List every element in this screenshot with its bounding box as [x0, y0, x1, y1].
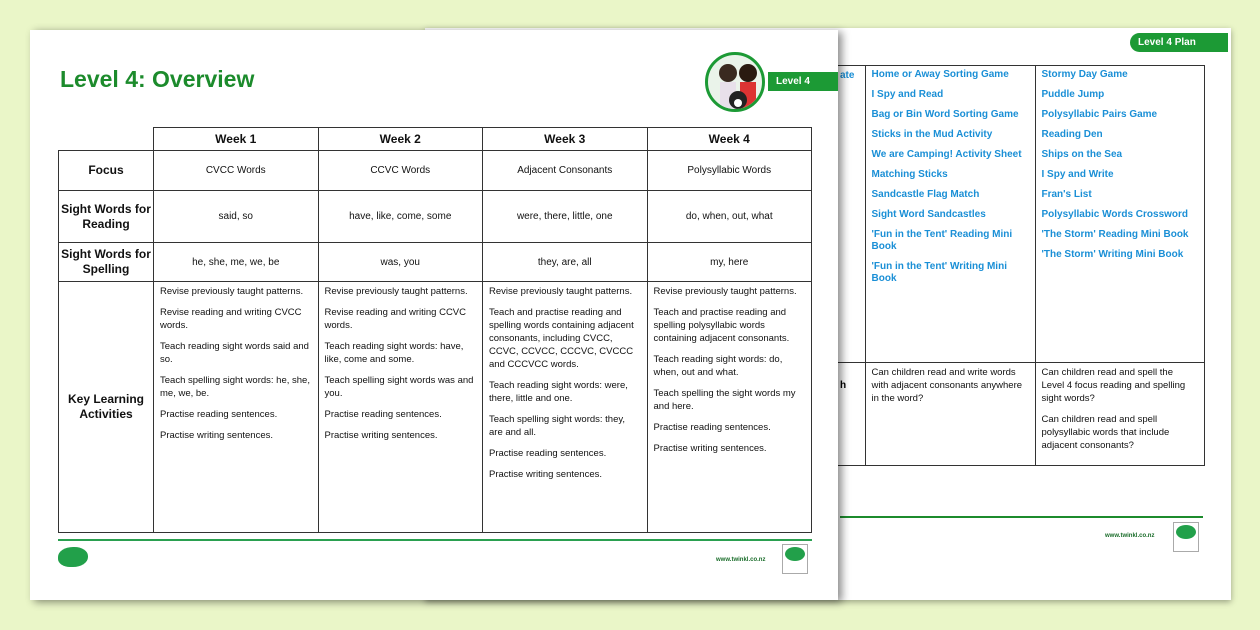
cell: they, are, all [483, 243, 648, 282]
resource-link[interactable]: Matching Sticks [871, 169, 948, 180]
resource-link[interactable]: 'Fun in the Tent' Writing Mini Book [871, 261, 1007, 284]
row-label: Focus [59, 151, 154, 191]
activities-cell [647, 282, 812, 533]
plan-table [825, 65, 1205, 466]
activity-item: Teach reading sight words: were, there, little and one. [489, 380, 628, 404]
week-3-header: Week 3 [483, 128, 648, 151]
activity-item: Teach reading sight words: do, when, out and what. [653, 354, 783, 378]
resource-link[interactable]: Polysyllabic Words Crossword [1041, 209, 1189, 220]
resource-links-col4 [1035, 66, 1204, 363]
footer-url[interactable]: www.twinkl.co.nz [1105, 533, 1155, 539]
activity-item: Teach spelling sight words was and you. [324, 375, 474, 399]
twinkl-badge-icon [782, 544, 808, 574]
activity-item: Practise reading sentences. [324, 409, 442, 420]
row-label: Key Learning Activities [59, 282, 154, 533]
cell: do, when, out, what [647, 191, 812, 243]
activity-item: Teach reading sight words said and so. [160, 341, 309, 365]
resource-link[interactable]: Sandcastle Flag Match [871, 189, 980, 200]
activity-item: Revise previously taught patterns. [160, 286, 304, 297]
resource-link[interactable]: Ships on the Sea [1041, 149, 1123, 160]
activity-item: Practise writing sentences. [489, 469, 602, 480]
overview-table [58, 127, 812, 533]
activities-cell [483, 282, 648, 533]
resource-link[interactable]: 'The Storm' Writing Mini Book [1041, 249, 1184, 260]
resource-link[interactable]: Puddle Jump [1041, 89, 1105, 100]
resource-links-col3 [865, 66, 1035, 363]
row-label: Sight Words for Spelling [59, 243, 154, 282]
activity-item: Practise reading sentences. [160, 409, 278, 420]
assessment-questions-col3 [865, 363, 1035, 466]
activity-item: Teach spelling sight words: they, are and all. [489, 414, 626, 438]
resource-link[interactable]: I Spy and Write [1041, 169, 1114, 180]
activity-item: Revise previously taught patterns. [489, 286, 633, 297]
front-page [30, 30, 838, 600]
activity-item: Practise writing sentences. [160, 430, 273, 441]
assessment-question: Can children read and write words with adjacent consonants anywhere in the word? [871, 367, 1023, 404]
activities-row [59, 282, 812, 533]
clipped-row-label: h [840, 380, 847, 391]
activity-item: Practise reading sentences. [489, 448, 607, 459]
cell: CCVC Words [318, 151, 483, 191]
assessment-questions-col4 [1035, 363, 1204, 466]
resource-link[interactable]: Stormy Day Game [1041, 69, 1128, 80]
cell: CVCC Words [154, 151, 319, 191]
activity-item: Practise writing sentences. [653, 443, 767, 454]
resource-link[interactable]: Fran's List [1041, 189, 1092, 200]
activity-item: Teach reading sight words: have, like, come and some. [324, 341, 464, 365]
activities-cell [318, 282, 483, 533]
activity-item: Practise reading sentences. [653, 422, 771, 433]
resource-link[interactable]: 'The Storm' Reading Mini Book [1041, 229, 1189, 240]
level-plan-tab: Level 4 Plan [1130, 33, 1228, 52]
cell: he, she, me, we, be [154, 243, 319, 282]
activity-item: Teach spelling sight words: he, she, me, we, be. [160, 375, 310, 399]
cell: my, here [647, 243, 812, 282]
twinkl-literacy-logo [58, 547, 88, 567]
cell: Adjacent Consonants [483, 151, 648, 191]
reading-row [59, 191, 812, 243]
activity-item: Revise previously taught patterns. [324, 286, 468, 297]
cell: Polysyllabic Words [647, 151, 812, 191]
level-tab: Level 4 [768, 72, 838, 91]
week-1-header: Week 1 [154, 128, 319, 151]
resource-link[interactable]: I Spy and Read [871, 89, 944, 100]
activity-item: Revise reading and writing CVCC words. [160, 307, 302, 331]
resource-link[interactable]: Sticks in the Mud Activity [871, 129, 993, 140]
assessment-question: Can children read and spell the Level 4 focus reading and spelling sight words? [1041, 367, 1186, 404]
resource-link[interactable]: Sight Word Sandcastles [871, 209, 986, 220]
activities-cell [154, 282, 319, 533]
row-label: Sight Words for Reading [59, 191, 154, 243]
cell: was, you [318, 243, 483, 282]
activity-item: Revise reading and writing CCVC words. [324, 307, 467, 331]
resource-link[interactable]: We are Camping! Activity Sheet [871, 149, 1022, 160]
footer-divider [58, 539, 812, 541]
page-title: Level 4: Overview [60, 66, 255, 92]
resource-link[interactable]: Bag or Bin Word Sorting Game [871, 109, 1019, 120]
cell: said, so [154, 191, 319, 243]
resource-link[interactable]: 'Fun in the Tent' Reading Mini Book [871, 229, 1013, 252]
assessment-question: Can children read and spell polysyllabic words that include adjacent consonants? [1041, 414, 1170, 451]
resource-link[interactable]: Polysyllabic Pairs Game [1041, 109, 1158, 120]
resource-link[interactable]: Home or Away Sorting Game [871, 69, 1009, 80]
focus-row [59, 151, 812, 191]
activity-item: Teach and practise reading and spelling polysyllabic words containing adjacent consonants. [653, 307, 790, 344]
footer-url[interactable]: www.twinkl.co.nz [716, 557, 766, 563]
cell: have, like, come, some [318, 191, 483, 243]
activity-item: Teach spelling the sight words my and here. [653, 388, 796, 412]
activity-item: Revise previously taught patterns. [653, 286, 797, 297]
week-4-header: Week 4 [647, 128, 812, 151]
twinkl-badge-icon [1173, 522, 1199, 552]
cell: were, there, little, one [483, 191, 648, 243]
footer-divider [840, 516, 1203, 518]
characters-avatar-icon [705, 52, 765, 112]
spelling-row [59, 243, 812, 282]
activity-item: Teach and practise reading and spelling words containing adjacent consonants, including CVCC, CCVC, CCVCC, CCCVC, CVCCC and CCCVCC words. [489, 307, 634, 370]
activity-item: Practise writing sentences. [324, 430, 438, 441]
resource-link[interactable]: Reading Den [1041, 129, 1103, 140]
clipped-heading: ate [840, 70, 855, 81]
week-2-header: Week 2 [318, 128, 483, 151]
